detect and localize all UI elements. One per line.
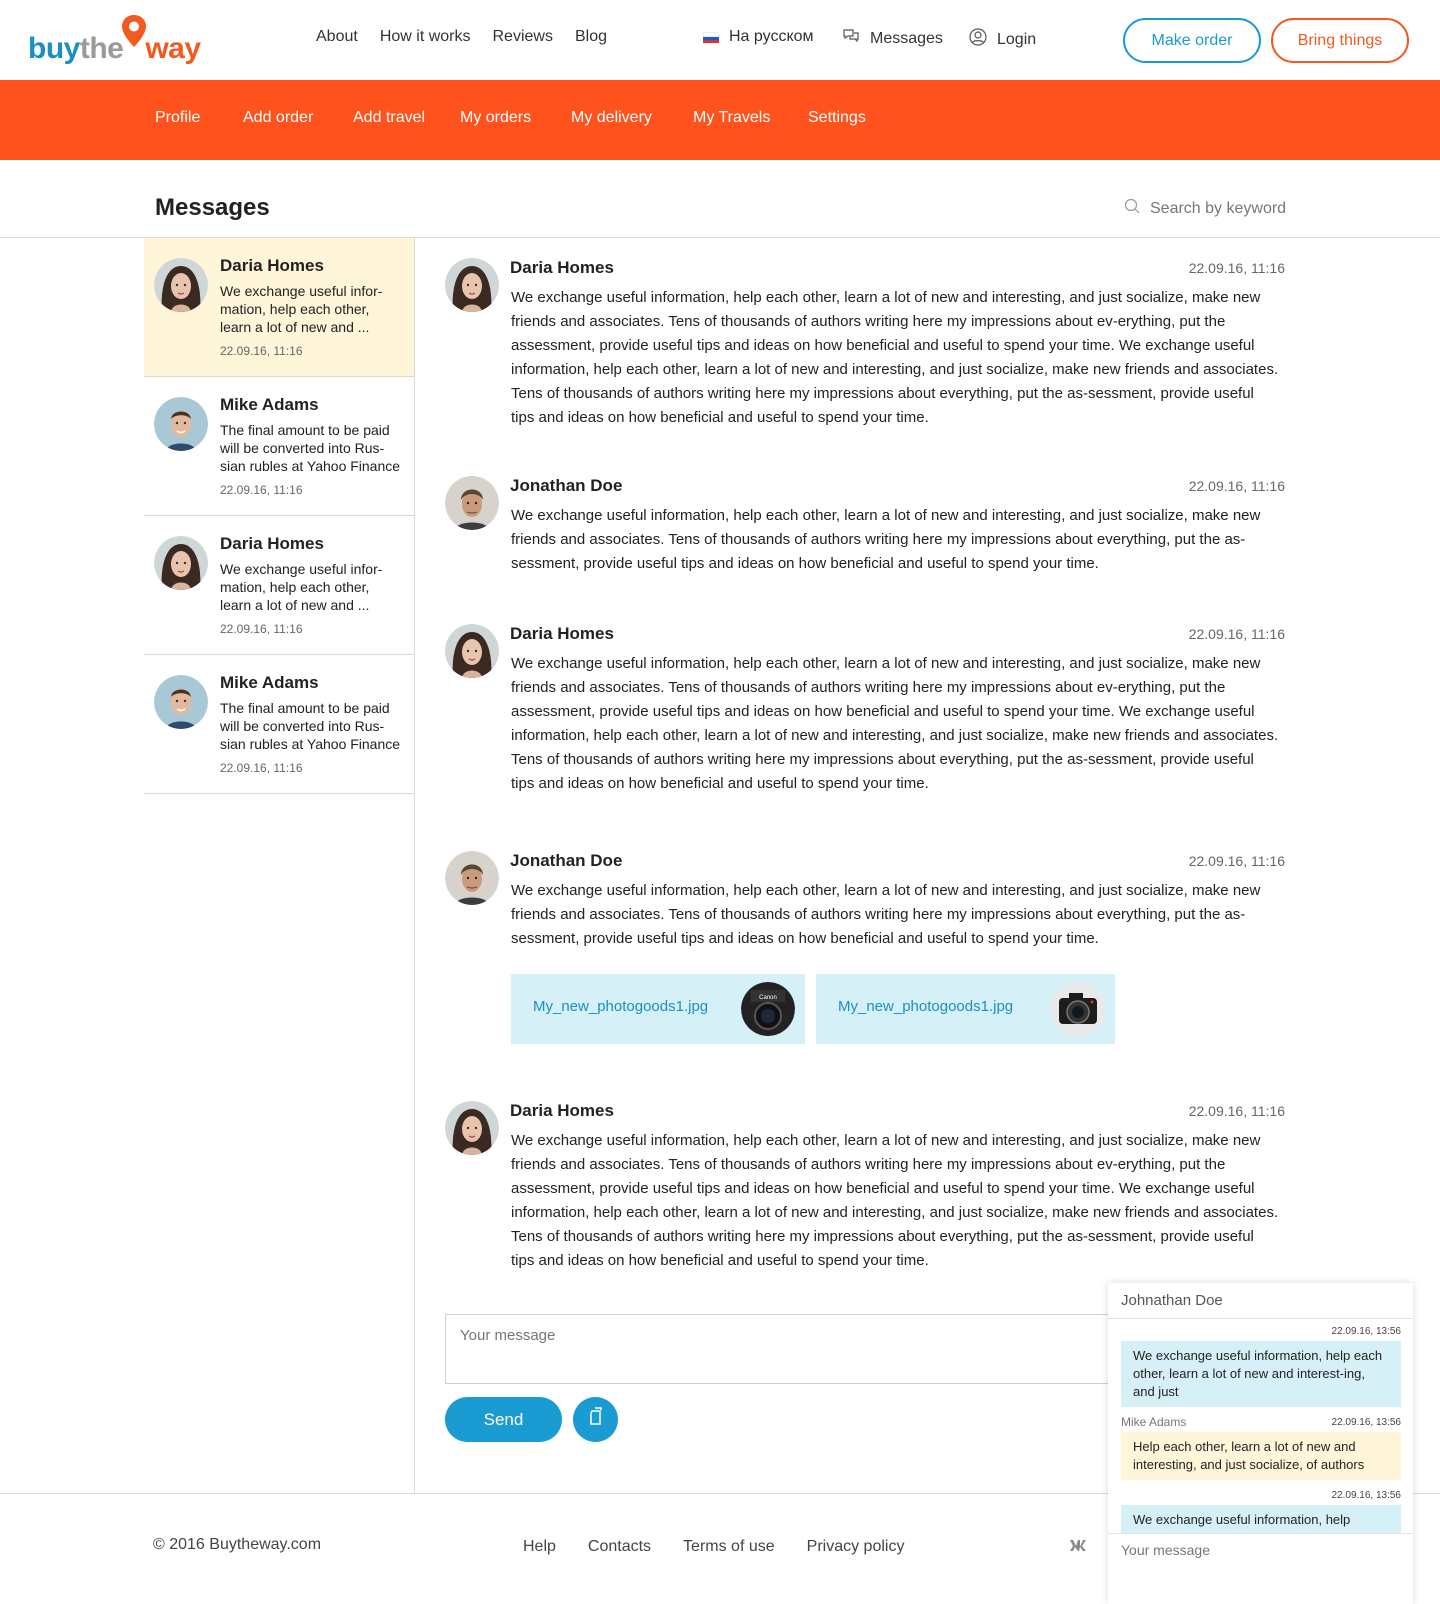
message-sender: Daria Homes bbox=[510, 1101, 614, 1120]
chat-popup-input[interactable]: Your message bbox=[1108, 1533, 1413, 1604]
subnav-profile[interactable]: Profile bbox=[155, 109, 201, 126]
subnav-my-delivery[interactable]: My delivery bbox=[571, 109, 652, 126]
logo-way: way bbox=[145, 32, 201, 65]
thread-message bbox=[445, 624, 1285, 794]
search-icon bbox=[1124, 198, 1140, 219]
vk-icon[interactable] bbox=[1069, 1538, 1091, 1555]
nav-reviews[interactable]: Reviews bbox=[492, 28, 553, 45]
conversation-date: 22.09.16, 11:16 bbox=[220, 761, 303, 775]
footer-links bbox=[523, 1538, 904, 1556]
conversation-name: Daria Homes bbox=[220, 534, 324, 553]
footer-link-privacy[interactable]: Privacy policy bbox=[806, 1538, 905, 1555]
conversation-item[interactable] bbox=[144, 655, 415, 794]
chat-message-date: 22.09.16, 13:56 bbox=[1331, 1417, 1401, 1428]
language-label: На русском bbox=[729, 28, 814, 45]
footer-link-terms[interactable]: Terms of use bbox=[683, 1538, 775, 1555]
nav-how-it-works[interactable]: How it works bbox=[379, 28, 471, 45]
attachment-filename: My_new_photogoods1.jpg bbox=[533, 998, 709, 1015]
chat-bubbles-icon bbox=[842, 28, 860, 49]
thread-message bbox=[445, 1101, 1285, 1271]
chat-message-date: 22.09.16, 13:56 bbox=[1331, 1326, 1401, 1337]
svg-text:Canon: Canon bbox=[759, 995, 777, 1001]
page-title: Messages bbox=[155, 194, 270, 221]
conversation-date: 22.09.16, 11:16 bbox=[220, 622, 303, 636]
camera-lens-icon bbox=[741, 982, 795, 1036]
logo-pin-icon bbox=[121, 14, 147, 66]
message-body: We exchange useful information, help each other, learn a lot of new and interesting, and just socialize, make new friends and associates. Tens of thousands of authors writing here my impressions about ev-erything, put the assessment, provide useful tips and ideas on how beneficial and useful to spend your time. We exchange useful information, help each other, learn a lot of new and interesting, and just socialize, make new friends and associates. Tens of thousands of authors writing here my impressions about everything, put the as-sessment, provide useful tips and ideas on how beneficial and useful to spend your time. bbox=[511, 289, 1279, 426]
message-body: We exchange useful information, help each other, learn a lot of new and interesting, and just socialize, make new friends and associates. Tens of thousands of authors writing here my impressions about ev-erything, put the assessment, provide useful tips and ideas on how beneficial and useful to spend your time. We exchange useful information, help each other, learn a lot of new and interesting, and just socialize, make new friends and associates. Tens of thousands of authors writing here my impressions about everything, put the as-sessment, provide useful tips and ideas on how beneficial and useful to spend your time. bbox=[511, 1132, 1279, 1269]
attachment-card[interactable] bbox=[511, 974, 805, 1044]
message-sender: Daria Homes bbox=[510, 624, 614, 643]
language-switch[interactable] bbox=[703, 28, 814, 46]
avatar bbox=[445, 258, 499, 312]
subnav-add-travel[interactable]: Add travel bbox=[353, 109, 426, 126]
avatar bbox=[154, 536, 208, 590]
login-link[interactable] bbox=[969, 28, 1036, 51]
conversation-item[interactable] bbox=[144, 238, 415, 377]
subnav-add-order[interactable]: Add order bbox=[243, 109, 314, 126]
message-body: We exchange useful information, help each other, learn a lot of new and interesting, and just socialize, make new friends and associates. Tens of thousands of authors writing here my impressions about everything, put the as-sessment, provide useful tips and ideas on how beneficial and useful to spend your time. bbox=[511, 882, 1261, 947]
logo-the: the bbox=[79, 32, 124, 65]
conversation-date: 22.09.16, 11:16 bbox=[220, 483, 303, 497]
attachment-filename: My_new_photogoods1.jpg bbox=[838, 998, 1014, 1015]
conversation-preview: The final amount to be paid will be converted into Rus-sian rubles at Yahoo Finance bbox=[220, 700, 401, 752]
avatar bbox=[154, 397, 208, 451]
send-button[interactable]: Send bbox=[445, 1397, 562, 1442]
avatar bbox=[445, 1101, 499, 1155]
conversation-preview: The final amount to be paid will be converted into Rus-sian rubles at Yahoo Finance bbox=[220, 422, 401, 474]
message-time: 22.09.16, 11:16 bbox=[1188, 478, 1285, 494]
top-bar bbox=[0, 0, 1440, 80]
message-time: 22.09.16, 11:16 bbox=[1188, 1103, 1285, 1119]
message-time: 22.09.16, 11:16 bbox=[1188, 853, 1285, 869]
thread-message bbox=[445, 476, 1285, 576]
message-sender: Jonathan Doe bbox=[510, 476, 623, 495]
copyright: © 2016 Buytheway.com bbox=[153, 1536, 322, 1553]
account-nav bbox=[0, 80, 1440, 160]
avatar bbox=[445, 624, 499, 678]
nav-about[interactable]: About bbox=[316, 28, 358, 45]
attachment-card[interactable] bbox=[816, 974, 1115, 1044]
chat-popup-title[interactable]: Johnathan Doe bbox=[1108, 1283, 1413, 1319]
avatar bbox=[154, 258, 208, 312]
logo-buy: buy bbox=[28, 32, 80, 65]
attach-button[interactable] bbox=[573, 1397, 618, 1442]
search-placeholder[interactable]: Search by keyword bbox=[1150, 199, 1287, 217]
message-time: 22.09.16, 11:16 bbox=[1188, 626, 1285, 642]
conversation-name: Mike Adams bbox=[220, 673, 319, 692]
nav-blog[interactable]: Blog bbox=[574, 28, 607, 45]
top-nav bbox=[316, 28, 607, 46]
conversation-preview: We exchange useful infor-mation, help each other, learn a lot of new and ... bbox=[220, 561, 383, 613]
avatar bbox=[445, 851, 499, 905]
avatar bbox=[154, 675, 208, 729]
chat-message-date: 22.09.16, 13:56 bbox=[1331, 1490, 1401, 1501]
messages-link[interactable] bbox=[842, 28, 943, 49]
user-icon bbox=[969, 28, 987, 51]
subnav-settings[interactable]: Settings bbox=[808, 109, 866, 126]
chat-bubble: We exchange useful information, help bbox=[1121, 1505, 1401, 1535]
message-sender: Daria Homes bbox=[510, 258, 614, 277]
message-time: 22.09.16, 11:16 bbox=[1188, 260, 1285, 276]
search-box[interactable] bbox=[1124, 198, 1286, 219]
russian-flag-icon bbox=[703, 32, 719, 43]
message-body: We exchange useful information, help each other, learn a lot of new and interesting, and just socialize, make new friends and associates. Tens of thousands of authors writing here my impressions about ev-erything, put the assessment, provide useful tips and ideas on how beneficial and useful to spend your time. We exchange useful information, help each other, learn a lot of new and interesting, and just socialize, make new friends and associates. Tens of thousands of authors writing here my impressions about everything, put the as-sessment, provide useful tips and ideas on how beneficial and useful to spend your time. bbox=[511, 655, 1279, 792]
conversation-list bbox=[144, 238, 415, 794]
chat-bubble: We exchange useful information, help each other, learn a lot of new and interest-ing, and just bbox=[1121, 1341, 1401, 1407]
thread-message bbox=[445, 258, 1285, 428]
conversation-preview: We exchange useful infor-mation, help each other, learn a lot of new and ... bbox=[220, 283, 383, 335]
conversation-name: Daria Homes bbox=[220, 256, 324, 275]
conversation-item[interactable] bbox=[144, 516, 415, 655]
conversation-date: 22.09.16, 11:16 bbox=[220, 344, 303, 358]
logo[interactable] bbox=[28, 14, 201, 66]
subnav-my-travels[interactable]: My Travels bbox=[693, 109, 771, 126]
message-body: We exchange useful information, help each other, learn a lot of new and interesting, and just socialize, make new friends and associates. Tens of thousands of authors writing here my impressions about everything, put the as-sessment, provide useful tips and ideas on how beneficial and useful to spend your time. bbox=[511, 507, 1261, 572]
attach-icon bbox=[587, 1407, 605, 1432]
chat-popup bbox=[1108, 1283, 1413, 1604]
avatar bbox=[445, 476, 499, 530]
footer-link-help[interactable]: Help bbox=[523, 1538, 556, 1555]
message-sender: Jonathan Doe bbox=[510, 851, 623, 870]
footer-link-contacts[interactable]: Contacts bbox=[587, 1538, 652, 1555]
subnav-my-orders[interactable]: My orders bbox=[460, 109, 532, 126]
make-order-button[interactable]: Make order bbox=[1123, 18, 1261, 63]
messages-label: Messages bbox=[870, 29, 943, 47]
conversation-item[interactable] bbox=[144, 377, 415, 516]
chat-message-sender: Mike Adams bbox=[1121, 1415, 1187, 1429]
camera-icon bbox=[1051, 982, 1105, 1036]
bring-things-button[interactable]: Bring things bbox=[1271, 18, 1409, 63]
login-label: Login bbox=[997, 30, 1037, 48]
column-divider bbox=[414, 238, 415, 1494]
chat-bubble: Help each other, learn a lot of new and interesting, and just socialize, of authors bbox=[1121, 1432, 1401, 1480]
thread-message bbox=[445, 851, 1285, 951]
conversation-name: Mike Adams bbox=[220, 395, 319, 414]
